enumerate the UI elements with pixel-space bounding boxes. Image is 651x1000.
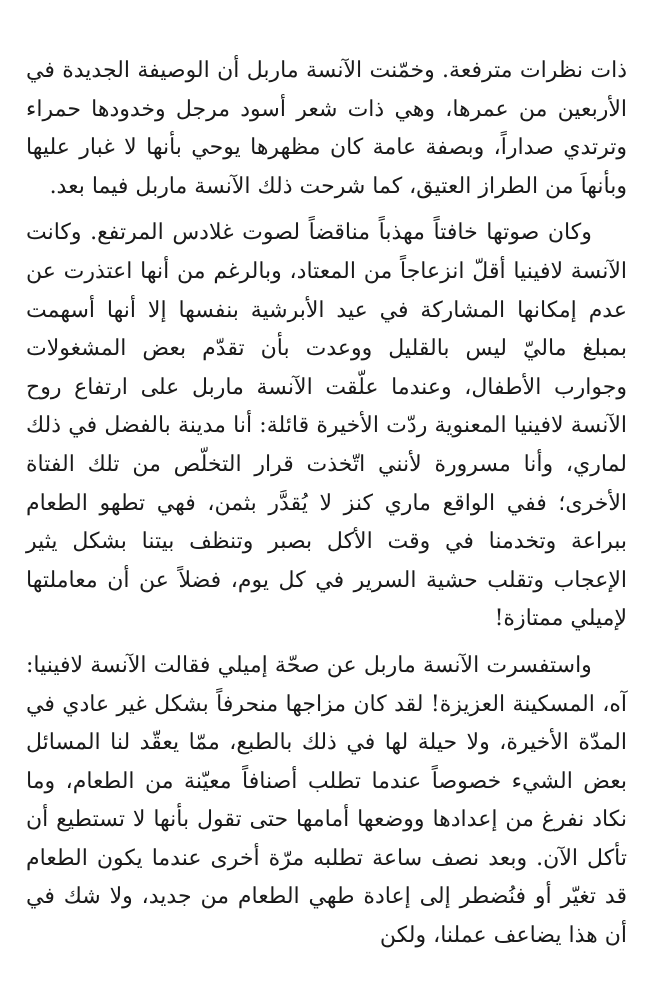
paragraph-3: واستفسرت الآنسة ماربل عن صحّة إميلي فقالت الآنسة لافينيا: آه، المسكينة العزيزة! لقد كان مزاجها منحرفاً بشكل غير عادي في المدّة الأخيرة، ولا حيلة لها في ذلك بالطبع، ممّا يعقّد لنا المسائل بعض الشيء خصوصاً عندما تطلب أصنافاً معيّنة من الطعام، وما نكاد نفرغ من إعدادها ووضعها أمامها حتى تقول بأنها لا تستطيع أن تأكل الآن. وبعد نصف ساعة تطلبه مرّة أخرى عندما يكون الطعام قد تغيّر أو فنُضطر إلى إعادة طهي الطعام من جديد، ولا شك في أن هذا يضاعف عملنا، ولكن	[26, 652, 627, 949]
paragraph-1: ذات نظرات مترفعة. وخمّنت الآنسة ماربل أن الوصيفة الجديدة في الأربعين من عمرها، وهي ذات شعر أسود مرجل وخدودها حمراء وترتدي صداراً، وبصفة عامة كان مظهرها يوحي بأنها لا غبار عليها وبأنهاَ من الطراز العتيق، كما شرحت ذلك الآنسة ماربل فيما بعد.	[26, 58, 627, 199]
paragraph-2: وكان صوتها خافتاً مهذباً مناقضاً لصوت غلادس المرتفع. وكانت الآنسة لافينيا أقلّ انزعاجاً من المعتاد، وبالرغم من أنها اعتذرت عن عدم إمكانها المشاركة في عيد الأبرشية بنفسها إلا أنها أسهمت بمبلغ ماليّ ليس بالقليل ووعدت بأن تقدّم بعض المشغولات وجوارب الأطفال، وعندما علّقت الآنسة ماربل على ارتفاع روح الآنسة لافينيا المعنوية ردّت الأخيرة قائلة: أنا مدينة بالفضل في ذلك لماري، وأنا مسرورة لأنني اتّخذت قرار التخلّص من تلك الفتاة الأخرى؛ ففي الواقع ماري كنز لا يُقدَّر بثمن، فهي تطهو الطعام ببراعة وتخدمنا في وقت الأكل بصبر وتنظف بيتنا بشكل يثير الإعجاب وتقلب حشية السرير في كل يوم، فضلاً عن أن معاملتها لإميلي ممتازة!	[26, 220, 627, 632]
